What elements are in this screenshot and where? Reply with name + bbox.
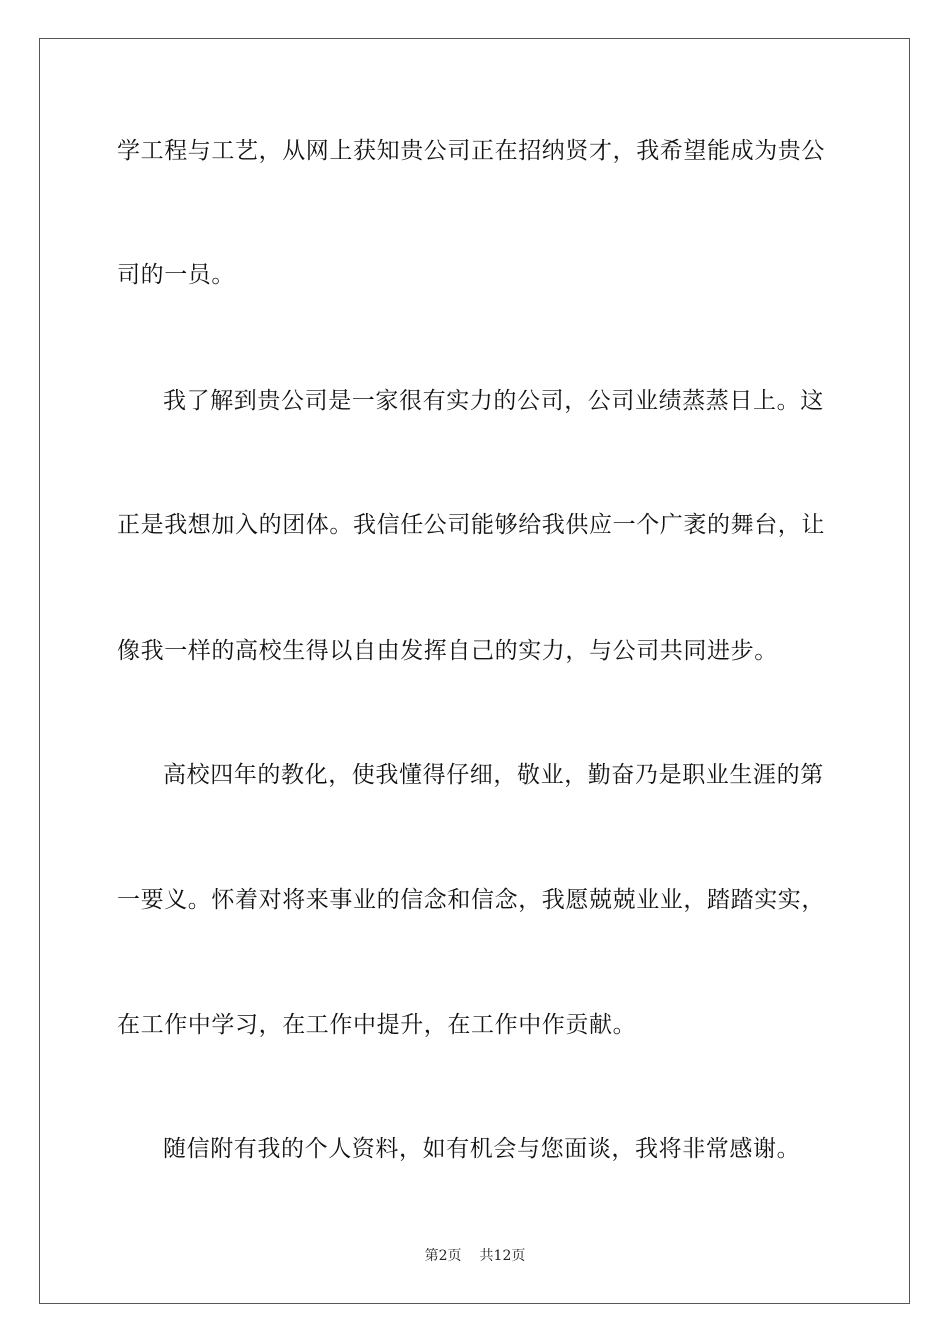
- page-total: 共12页: [479, 1248, 526, 1264]
- text-line: 司的一员。: [117, 262, 235, 288]
- text-line: 正是我想加入的团体。我信任公司能够给我供应一个广袤的舞台，让: [117, 512, 825, 538]
- text-line: 学工程与工艺，从网上获知贵公司正在招纳贤才，我希望能成为贵公: [117, 138, 825, 164]
- paragraph-start-line: 高校四年的教化，使我懂得仔细，敬业，勤奋乃是职业生涯的第: [163, 762, 824, 788]
- paragraph-start-line: 随信附有我的个人资料，如有机会与您面谈，我将非常感谢。: [163, 1136, 801, 1162]
- page-footer: [0, 1246, 950, 1266]
- text-line: 在工作中学习，在工作中提升，在工作中作贡献。: [117, 1012, 637, 1038]
- paragraph-start-line: 我了解到贵公司是一家很有实力的公司，公司业绩蒸蒸日上。这: [163, 388, 824, 414]
- text-line: 一要义。怀着对将来事业的信念和信念，我愿兢兢业业，踏踏实实，: [117, 887, 825, 913]
- page-number: 第2页: [424, 1248, 462, 1264]
- page-border: [39, 38, 910, 1304]
- text-line: 像我一样的高校生得以自由发挥自己的实力，与公司共同进步。: [117, 638, 778, 664]
